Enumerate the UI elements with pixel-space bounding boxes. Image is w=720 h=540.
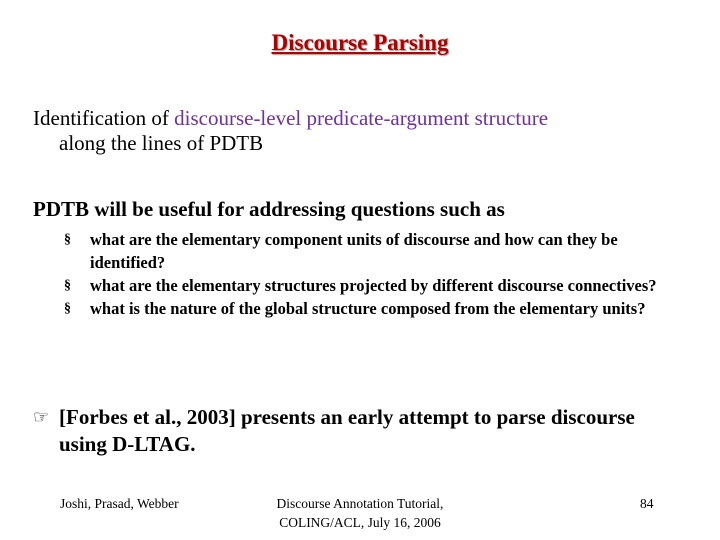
paragraph-prefix: Identification of: [33, 106, 175, 130]
footer-event-line2: COLING/ACL, July 16, 2006: [279, 515, 441, 530]
bullet-marker: §: [64, 278, 71, 293]
page-number: 84: [640, 496, 654, 511]
pointing-hand-icon: ☞: [33, 407, 50, 427]
paragraph-forbes: [33, 404, 673, 458]
footer-event: [250, 494, 470, 532]
highlight-text: discourse-level predicate-argument structure: [174, 106, 549, 130]
list-item: [64, 274, 684, 297]
paragraph-forbes-text: [Forbes et al., 2003] presents an early attempt to parse discourse using D-LTAG.: [59, 405, 635, 456]
list-item: [64, 297, 684, 320]
bullet-marker: §: [64, 301, 71, 316]
footer-authors: Joshi, Prasad, Webber: [60, 496, 179, 511]
list-item-text: what are the elementary component units of discourse and how can they be identified?: [90, 230, 618, 272]
list-item-text: what are the elementary structures projected by different discourse connectives?: [90, 276, 657, 295]
slide-title: Discourse Parsing: [271, 30, 449, 55]
list-item-text: what is the nature of the global structure composed from the elementary units?: [90, 299, 646, 318]
bullet-marker: §: [64, 232, 71, 247]
list-item: [64, 228, 684, 274]
paragraph-identification: [33, 106, 693, 156]
paragraph-pdtb: PDTB will be useful for addressing questions such as: [33, 197, 505, 221]
paragraph-line2: along the lines of PDTB: [59, 131, 264, 155]
footer-event-line1: Discourse Annotation Tutorial,: [276, 496, 444, 511]
question-list: [64, 228, 684, 320]
